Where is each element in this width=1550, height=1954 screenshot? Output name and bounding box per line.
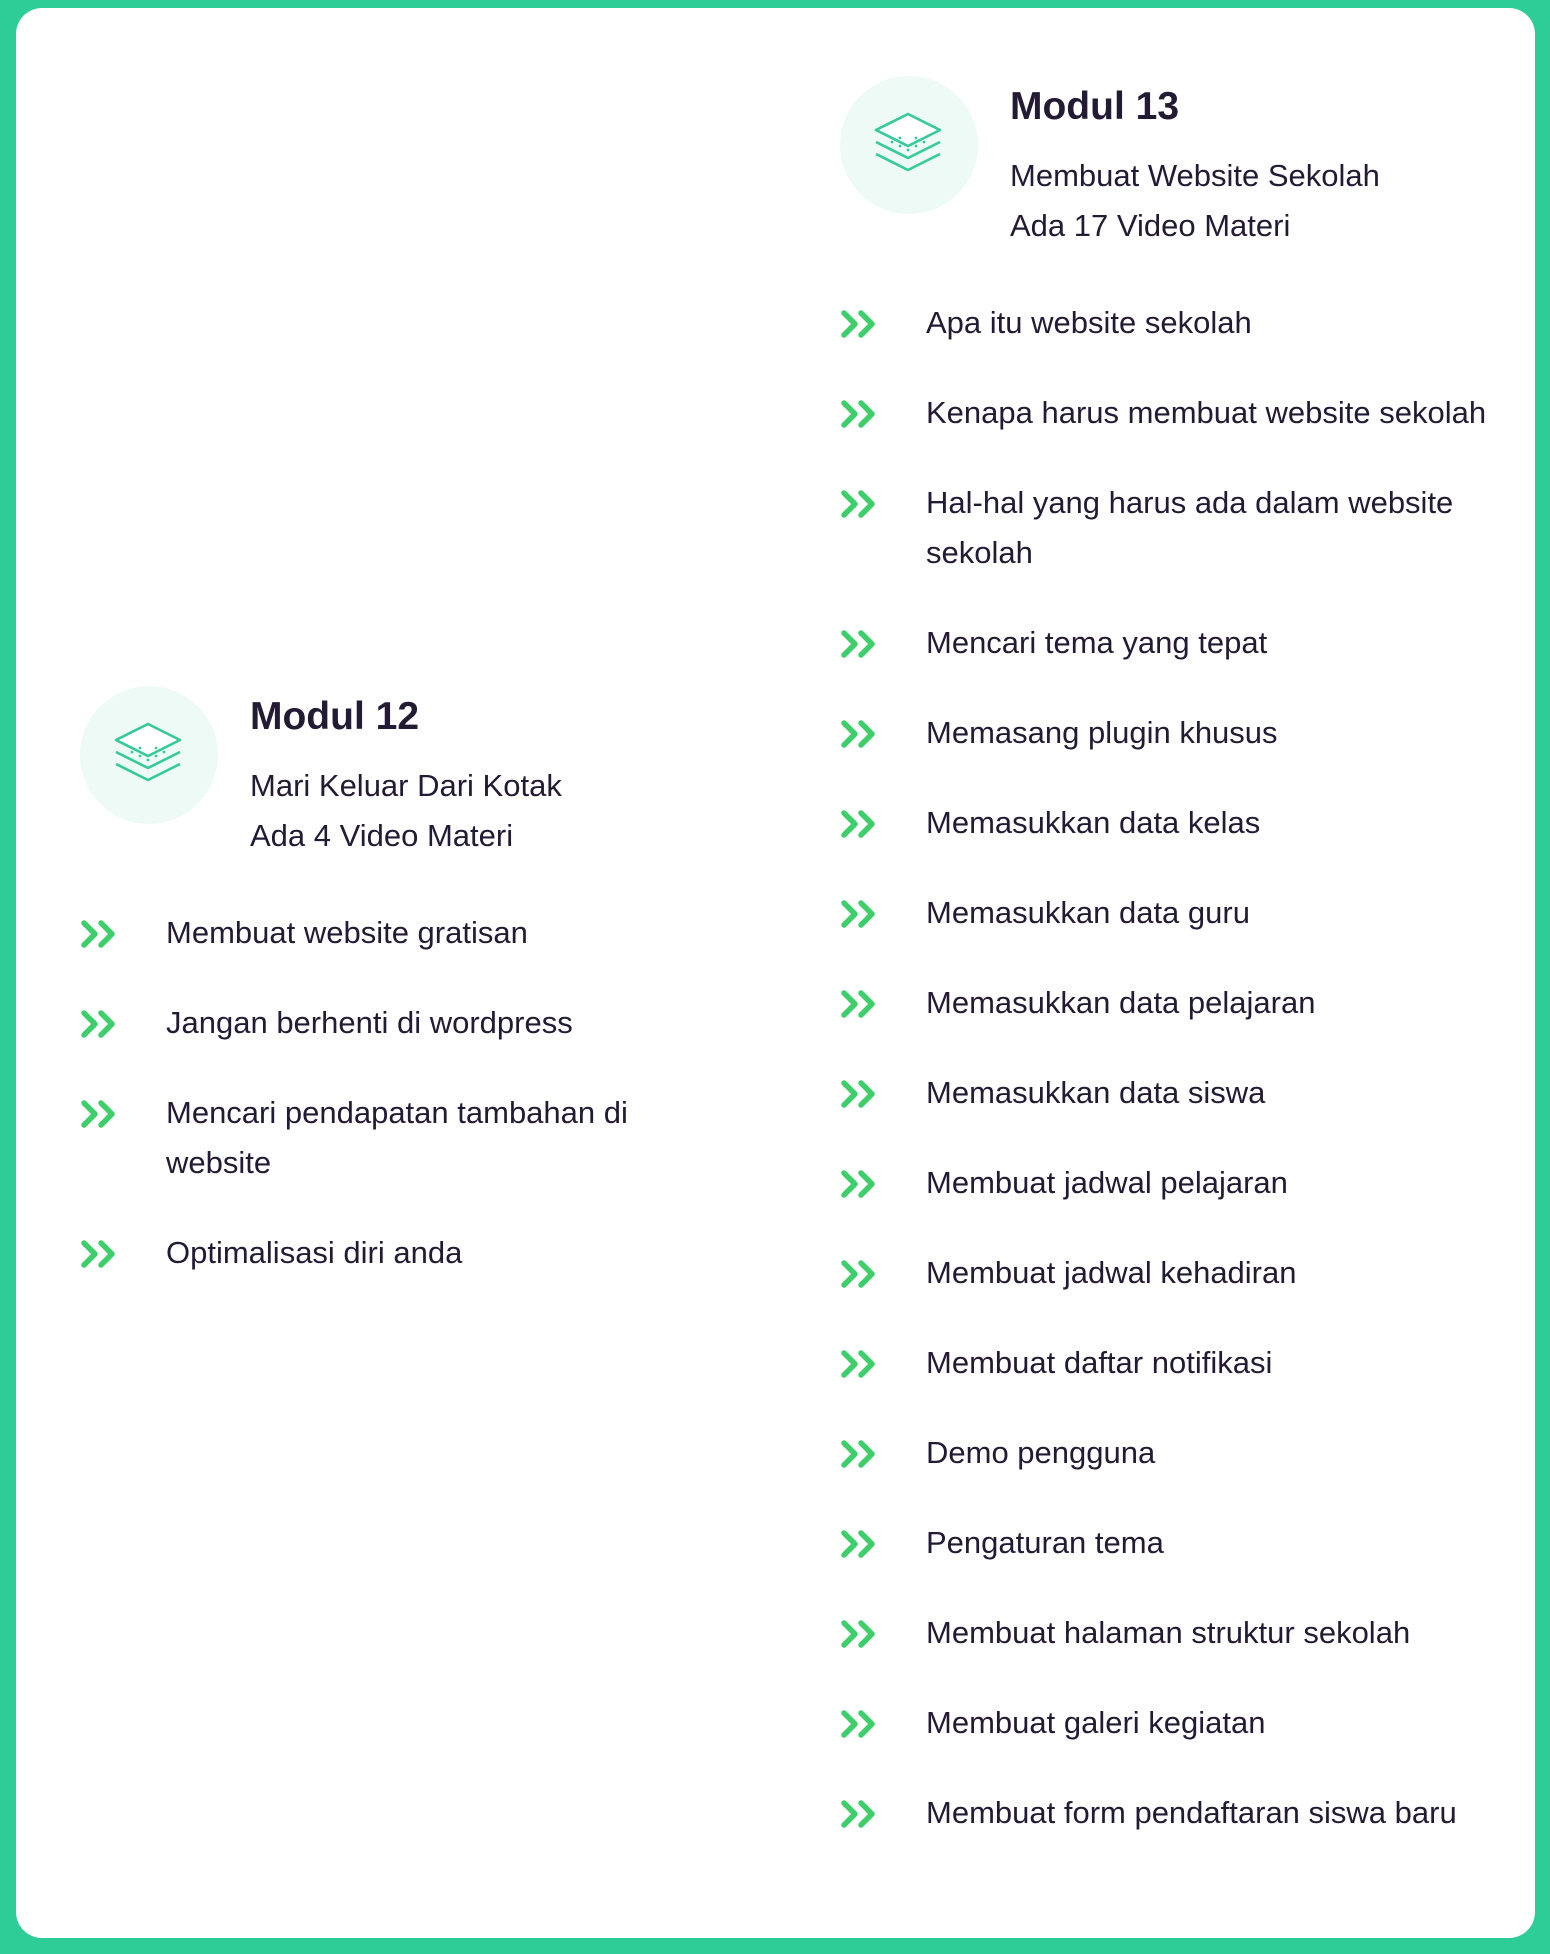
list-item-label: Memasukkan data pelajaran xyxy=(926,985,1316,1020)
list-item xyxy=(80,1228,660,1278)
double-chevron-right-icon xyxy=(840,1439,880,1469)
double-chevron-right-icon xyxy=(840,309,880,339)
module-13 xyxy=(840,76,1540,1830)
list-item xyxy=(840,1518,1520,1568)
list-item xyxy=(840,298,1520,348)
double-chevron-right-icon xyxy=(840,1709,880,1739)
module-subtitle: Mari Keluar Dari Kotak xyxy=(250,768,562,803)
list-item-label: Jangan berhenti di wordpress xyxy=(166,1005,573,1040)
double-chevron-right-icon xyxy=(840,629,880,659)
list-item-label: Memasukkan data guru xyxy=(926,895,1250,930)
list-item-label: Mencari tema yang tepat xyxy=(926,625,1268,660)
list-item-label: Membuat jadwal pelajaran xyxy=(926,1165,1288,1200)
list-item xyxy=(840,1608,1520,1658)
module-subtitle: Membuat Website Sekolah xyxy=(1010,158,1380,193)
list-item xyxy=(840,1068,1520,1118)
module-header xyxy=(840,76,1540,242)
list-item-label: Optimalisasi diri anda xyxy=(166,1235,463,1270)
list-item xyxy=(840,478,1520,578)
list-item-label: Kenapa harus membuat website sekolah xyxy=(926,395,1487,430)
list-item-label: Membuat daftar notifikasi xyxy=(926,1345,1273,1380)
list-item xyxy=(80,1088,660,1188)
double-chevron-right-icon xyxy=(840,1619,880,1649)
list-item xyxy=(840,388,1520,438)
list-item-label: Pengaturan tema xyxy=(926,1525,1164,1560)
double-chevron-right-icon xyxy=(840,1079,880,1109)
double-chevron-right-icon xyxy=(840,899,880,929)
list-item xyxy=(840,708,1520,758)
module-icon-circle xyxy=(80,686,218,824)
list-item xyxy=(840,1788,1520,1838)
double-chevron-right-icon xyxy=(840,809,880,839)
list-item xyxy=(80,908,660,958)
list-item xyxy=(840,1248,1520,1298)
module-12 xyxy=(80,686,700,1270)
list-item xyxy=(840,798,1520,848)
module-video-count: Ada 4 Video Materi xyxy=(250,818,514,853)
list-item xyxy=(840,888,1520,938)
list-item-label: Hal-hal yang harus ada dalam website sekolah xyxy=(926,485,1454,570)
double-chevron-right-icon xyxy=(80,1099,120,1129)
list-item-label: Membuat halaman struktur sekolah xyxy=(926,1615,1411,1650)
double-chevron-right-icon xyxy=(840,1259,880,1289)
double-chevron-right-icon xyxy=(840,399,880,429)
list-item-label: Memasukkan data siswa xyxy=(926,1075,1266,1110)
list-item-label: Memasukkan data kelas xyxy=(926,805,1261,840)
module-title: Modul 12 xyxy=(250,695,420,738)
double-chevron-right-icon xyxy=(840,989,880,1019)
list-item xyxy=(840,1428,1520,1478)
list-item-label: Apa itu website sekolah xyxy=(926,305,1252,340)
lesson-list xyxy=(840,298,1520,1878)
list-item-label: Memasang plugin khusus xyxy=(926,715,1278,750)
list-item-label: Membuat galeri kegiatan xyxy=(926,1705,1266,1740)
module-header xyxy=(80,686,700,852)
module-video-count: Ada 17 Video Materi xyxy=(1010,208,1291,243)
double-chevron-right-icon xyxy=(840,1349,880,1379)
double-chevron-right-icon xyxy=(840,719,880,749)
list-item xyxy=(80,998,660,1048)
layers-icon xyxy=(112,720,184,790)
list-item-label: Mencari pendapatan tambahan di website xyxy=(166,1095,628,1180)
list-item-label: Membuat jadwal kehadiran xyxy=(926,1255,1297,1290)
double-chevron-right-icon xyxy=(840,1799,880,1829)
list-item-label: Demo pengguna xyxy=(926,1435,1156,1470)
list-item xyxy=(840,1338,1520,1388)
double-chevron-right-icon xyxy=(80,919,120,949)
lesson-list xyxy=(80,908,660,1318)
list-item xyxy=(840,618,1520,668)
list-item xyxy=(840,1698,1520,1748)
list-item-label: Membuat website gratisan xyxy=(166,915,528,950)
layers-icon xyxy=(872,110,944,180)
double-chevron-right-icon xyxy=(840,489,880,519)
list-item xyxy=(840,978,1520,1028)
module-title: Modul 13 xyxy=(1010,85,1180,128)
double-chevron-right-icon xyxy=(840,1529,880,1559)
module-icon-circle xyxy=(840,76,978,214)
list-item xyxy=(840,1158,1520,1208)
double-chevron-right-icon xyxy=(840,1169,880,1199)
course-card xyxy=(16,8,1535,1938)
double-chevron-right-icon xyxy=(80,1009,120,1039)
double-chevron-right-icon xyxy=(80,1239,120,1269)
list-item-label: Membuat form pendaftaran siswa baru xyxy=(926,1795,1457,1830)
